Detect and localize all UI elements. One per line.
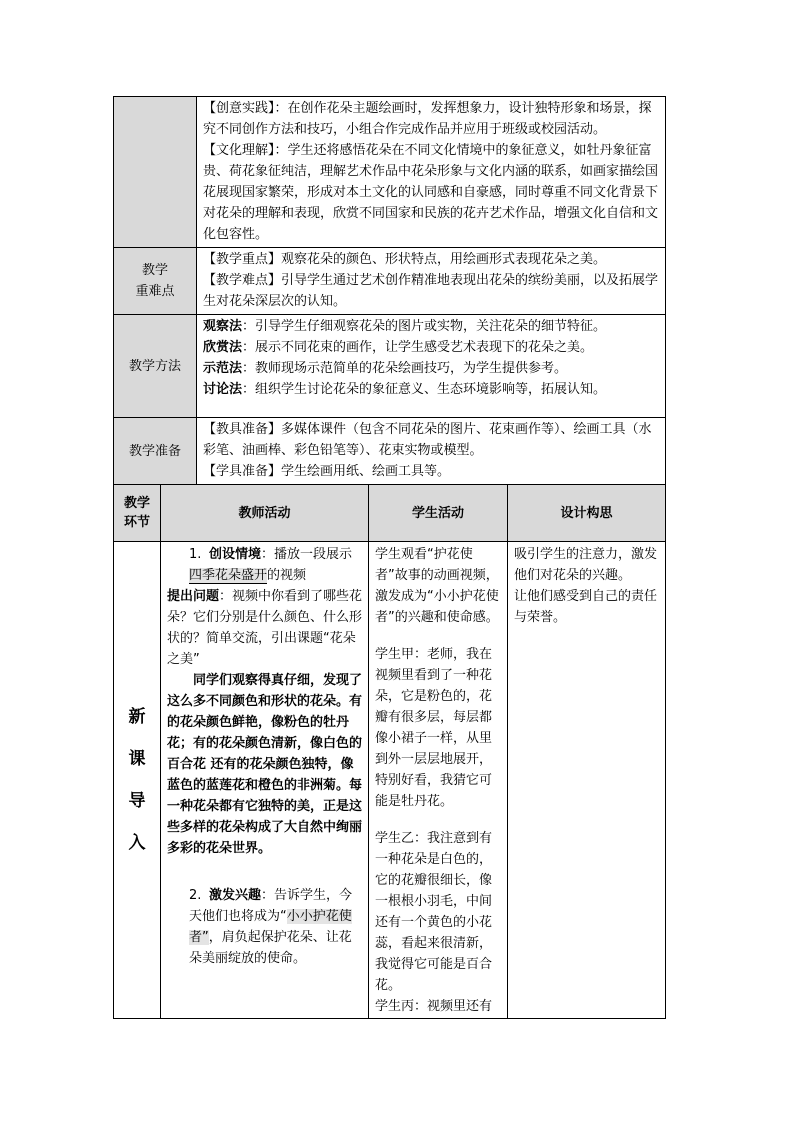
stage-header-line1: 教学	[123, 496, 150, 511]
student-prep-text: 学生绘画用纸、绘画工具等。	[281, 464, 451, 479]
key-points-label	[114, 248, 197, 315]
key-points-label-line1: 教学	[141, 263, 168, 278]
prep-label: 教学准备	[114, 418, 197, 485]
prep-row	[114, 418, 666, 485]
item1-number: 1.	[189, 547, 202, 562]
stage-header	[114, 485, 161, 542]
key-points-row	[114, 248, 666, 315]
spacer	[375, 628, 503, 644]
stage-char: 入	[128, 833, 146, 853]
student-activity-header: 学生活动	[369, 485, 508, 542]
spacer	[375, 812, 503, 828]
methods-content	[197, 315, 666, 418]
method-term: 讨论法	[203, 382, 243, 397]
method-text: ：组织学生讨论花朵的象征意义、生态环境影响等，拓展认知。	[242, 382, 607, 397]
focus-paragraph	[203, 249, 661, 270]
question-title: 提出问题	[167, 589, 220, 604]
student-activity-cell	[369, 542, 508, 1019]
item2-title: 激发兴趣	[209, 888, 262, 903]
culture-tag: 【文化理解】	[203, 143, 275, 158]
item2-highlight: 小小护花使者”	[189, 909, 352, 945]
stage-char: 新	[128, 707, 146, 727]
method-item	[203, 316, 661, 337]
stage-char: 导	[128, 791, 146, 811]
question-paragraph	[167, 586, 364, 670]
stage-char: 课	[128, 749, 146, 769]
practice-paragraph	[203, 98, 661, 140]
culture-paragraph	[203, 140, 661, 245]
lesson-plan-table	[113, 96, 666, 1019]
prep-content	[197, 418, 666, 485]
teacher-item1	[167, 544, 364, 586]
goals-row	[114, 97, 666, 248]
difficulty-tag: 【教学难点】	[203, 273, 282, 288]
summary-paragraph: 同学们观察得真仔细，发现了这么多不同颜色和形状的花朵。有的花朵颜色鲜艳，像粉色的牡丹花；有的花朵颜色清新，像白色的百合花 还有的花朵颜色独特，像蓝色的蓝莲花和橙色的非洲菊。每一种花朵都有它独特的美，正是这些多样的花朵构成了大自然中绚丽多彩的花朵世界。	[167, 673, 363, 856]
method-text: ：教师现场示范简单的花朵绘画技巧，为学生提供参考。	[242, 361, 568, 376]
teacher-prep-text: 多媒体课件（包含不同花朵的图片、花束画作等）、绘画工具（水彩笔、油画棒、彩色铅笔等）、花束实物或模型。	[203, 422, 652, 458]
method-text: ：引导学生仔细观察花朵的图片或实物，关注花朵的细节特征。	[242, 319, 607, 334]
method-text: ：展示不同花束的画作，让学生感受艺术表现下的花朵之美。	[242, 340, 594, 355]
key-points-label-line2: 重难点	[135, 284, 175, 299]
teacher-activity-cell	[161, 542, 369, 1019]
student-paragraph-3: 学生乙：我注意到有一种花朵是白色的，它的花瓣很细长，像一根根小羽毛，中间还有一个黄色的小花蕊，看起来很清新，我觉得它可能是百合花。	[375, 831, 493, 993]
student-paragraph-2: 学生甲：老师，我在视频里看到了一种花朵，它是粉色的，花瓣有很多层，每层都像小裙子一样，从里到外一层层地展开，特别好看，我猜它可能是牡丹花。	[375, 647, 493, 809]
teacher-activity-header: 教师活动	[161, 485, 369, 542]
method-item	[203, 358, 661, 379]
key-points-content	[197, 248, 666, 315]
focus-text: 观察花朵的颜色、形状特点，用绘画形式表现花朵之美。	[281, 252, 607, 267]
item1-text-b: 的视频	[267, 568, 307, 583]
item2-number: 2.	[189, 888, 202, 903]
item2-text-a: ：告诉学生，今天他们也将成为“	[189, 888, 353, 924]
method-item	[203, 337, 661, 358]
item1-link[interactable]: 四季花朵盛开	[189, 568, 268, 583]
student-prep-tag: 【学具准备】	[203, 464, 282, 479]
goals-content-cell	[197, 97, 666, 248]
difficulty-text: 引导学生通过艺术创作精准地表现出花朵的缤纷美丽，以及拓展学生对花朵深层次的认知。	[203, 273, 659, 309]
stage-header-line2: 环节	[123, 515, 150, 530]
design-paragraph-2: 让他们感受到自己的责任与荣誉。	[514, 589, 658, 625]
teacher-prep-paragraph	[203, 419, 661, 461]
practice-text: ：在创作花朵主题绘画时，发挥想象力，设计独特形象和场景，探究不同创作方法和技巧，小组合作完成作品并应用于班级或校园活动。	[203, 101, 652, 137]
practice-tag: 【创意实践】	[203, 101, 275, 116]
difficulty-paragraph	[203, 270, 661, 312]
focus-tag: 【教学重点】	[203, 252, 282, 267]
item1-text-a: ：播放一段展示	[261, 547, 353, 562]
item1-title: 创设情境	[209, 547, 262, 562]
design-header: 设计构思	[508, 485, 666, 542]
student-paragraph-1: 学生观看“护花使者”故事的动画视频，激发成为“小小护花使者”的兴趣和使命感。	[375, 547, 499, 625]
student-prep-paragraph	[203, 461, 661, 482]
methods-row	[114, 315, 666, 418]
method-term: 欣赏法	[203, 340, 243, 355]
stage-name-cell	[114, 542, 161, 1019]
methods-label: 教学方法	[114, 315, 197, 418]
activity-header-row	[114, 485, 666, 542]
teacher-item2	[167, 885, 364, 969]
student-paragraph-4: 学生丙：视频里还有	[375, 999, 493, 1014]
teacher-prep-tag: 【教具准备】	[203, 422, 282, 437]
spacer	[167, 859, 364, 885]
culture-text: ：学生还将感悟花朵在不同文化情境中的象征意义，如牡丹象征富贵、荷花象征纯洁，理解艺术作品中花朵形象与文化内涵的联系，如画家描绘国花展现国家繁荣，形成对本土文化的认同感和自豪感，同时尊重不同文化背景下对花朵的理解和表现，欣赏不同国家和民族的花卉艺术作品，增强文化自信和文化包容性。	[203, 143, 659, 242]
item2-text-b: ，肩负起保护花朵、让花朵美丽绽放的使命。	[189, 930, 352, 966]
method-term: 观察法	[203, 319, 243, 334]
method-term: 示范法	[203, 361, 243, 376]
question-text: ：视频中你看到了哪些花朵？它们分别是什么颜色、什么形状的？简单交流，引出课题“花朵之美”	[167, 589, 363, 667]
activity-row	[114, 542, 666, 1019]
goals-label-cell	[114, 97, 197, 248]
design-paragraph-1: 吸引学生的注意力，激发他们对花朵的兴趣。	[514, 547, 658, 583]
design-cell	[508, 542, 666, 1019]
method-item	[203, 379, 661, 400]
